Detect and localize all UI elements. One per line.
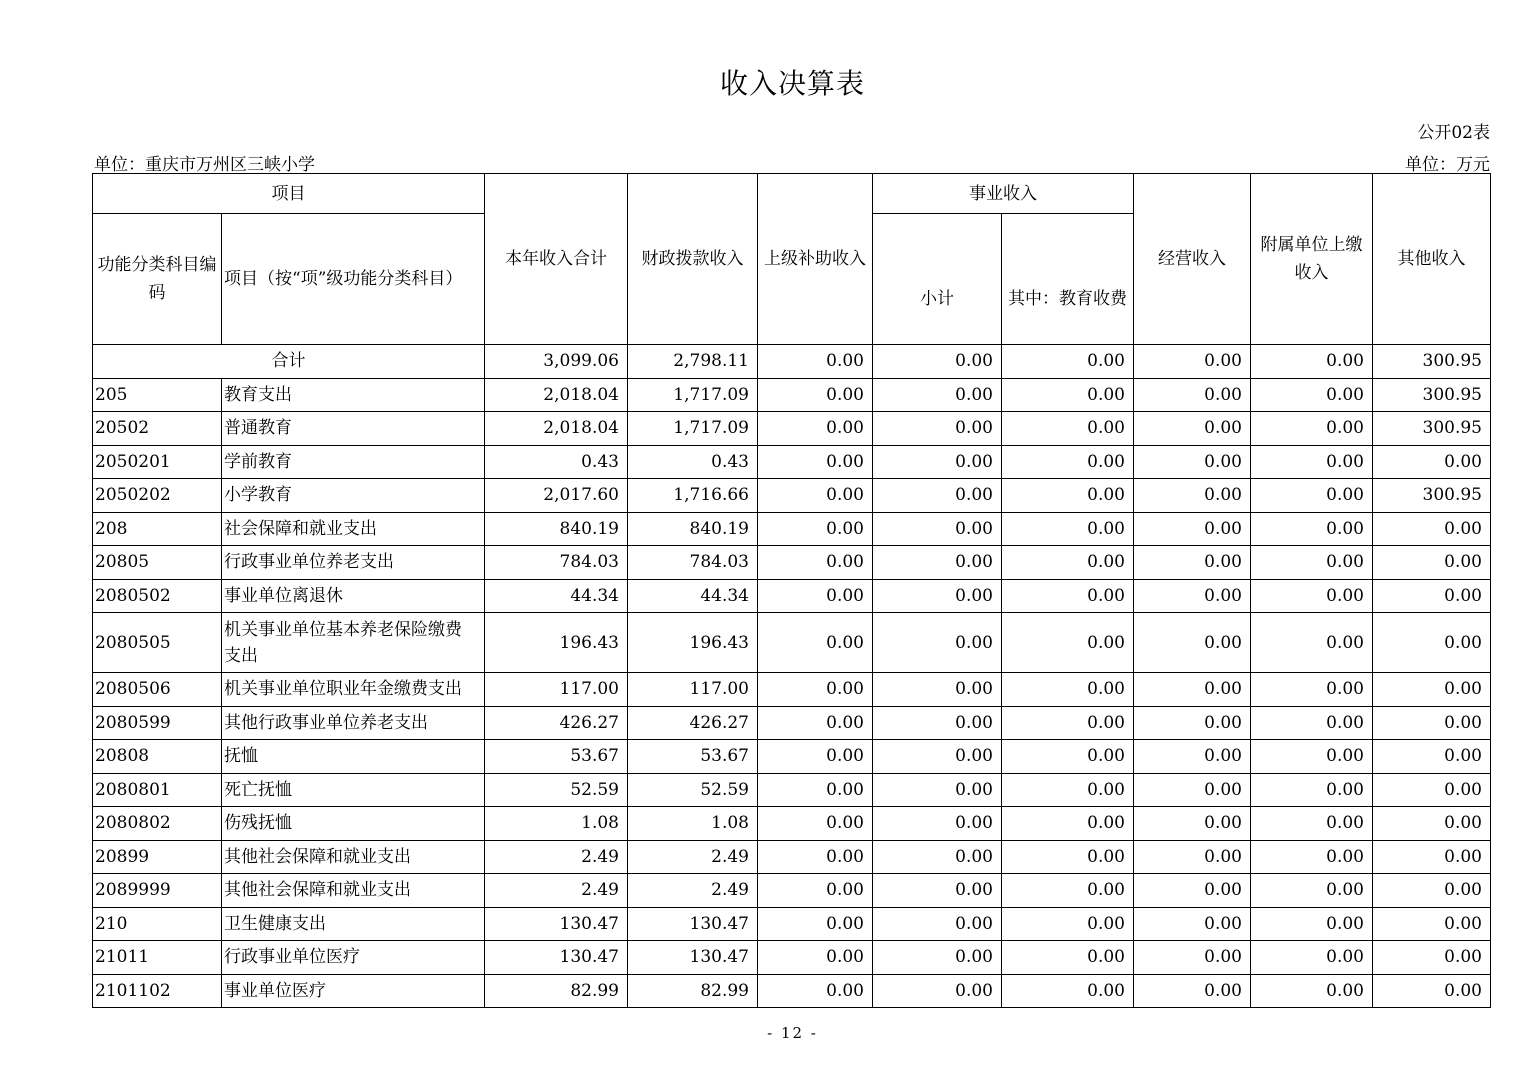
row-value: 0.00 [1002, 613, 1134, 673]
row-value: 0.00 [758, 613, 873, 673]
row-value: 0.00 [873, 773, 1002, 807]
row-value: 0.00 [1373, 907, 1491, 941]
row-value: 426.27 [485, 706, 628, 740]
total-cell: 0.00 [1134, 345, 1251, 379]
row-value: 0.00 [1251, 412, 1373, 446]
row-code: 20502 [93, 412, 222, 446]
row-name: 其他社会保障和就业支出 [222, 874, 485, 908]
row-value: 0.00 [1373, 512, 1491, 546]
header-total: 本年收入合计 [485, 174, 628, 345]
row-value: 0.00 [758, 378, 873, 412]
row-value: 0.00 [1002, 579, 1134, 613]
row-value: 0.00 [873, 512, 1002, 546]
table-row [93, 706, 1491, 740]
row-value: 1,716.66 [628, 479, 758, 513]
total-cell: 3,099.06 [485, 345, 628, 379]
row-value: 0.00 [1373, 673, 1491, 707]
row-name: 卫生健康支出 [222, 907, 485, 941]
row-value: 0.00 [1251, 874, 1373, 908]
row-value: 0.00 [1002, 740, 1134, 774]
table-row [93, 874, 1491, 908]
row-value: 0.00 [1251, 740, 1373, 774]
header-operating: 经营收入 [1134, 174, 1251, 345]
row-value: 0.00 [758, 546, 873, 580]
row-value: 0.00 [1134, 807, 1251, 841]
row-name: 死亡抚恤 [222, 773, 485, 807]
table-row [93, 941, 1491, 975]
row-value: 0.00 [873, 974, 1002, 1008]
row-value: 0.00 [873, 907, 1002, 941]
row-name: 教育支出 [222, 378, 485, 412]
row-name: 抚恤 [222, 740, 485, 774]
row-name: 其他行政事业单位养老支出 [222, 706, 485, 740]
row-value: 0.00 [1373, 613, 1491, 673]
row-code: 2101102 [93, 974, 222, 1008]
row-value: 0.43 [485, 445, 628, 479]
row-code: 20808 [93, 740, 222, 774]
row-value: 130.47 [628, 907, 758, 941]
row-value: 0.00 [1134, 907, 1251, 941]
row-value: 0.00 [873, 378, 1002, 412]
row-value: 0.00 [758, 412, 873, 446]
row-value: 0.00 [1251, 840, 1373, 874]
row-value: 130.47 [485, 907, 628, 941]
row-value: 0.00 [873, 479, 1002, 513]
row-value: 0.00 [1373, 941, 1491, 975]
row-code: 208 [93, 512, 222, 546]
row-value: 117.00 [628, 673, 758, 707]
row-value: 0.00 [758, 907, 873, 941]
row-name: 机关事业单位基本养老保险缴费支出 [222, 613, 485, 673]
row-value: 0.00 [1251, 706, 1373, 740]
row-value: 0.00 [1134, 840, 1251, 874]
row-value: 0.00 [1134, 512, 1251, 546]
row-value: 0.00 [1002, 907, 1134, 941]
row-name: 学前教育 [222, 445, 485, 479]
row-value: 0.00 [1002, 874, 1134, 908]
row-value: 196.43 [628, 613, 758, 673]
row-value: 0.00 [873, 740, 1002, 774]
row-value: 0.00 [1002, 807, 1134, 841]
row-value: 784.03 [485, 546, 628, 580]
total-cell: 300.95 [1373, 345, 1491, 379]
row-name: 普通教育 [222, 412, 485, 446]
row-value: 2,018.04 [485, 412, 628, 446]
row-name: 行政事业单位医疗 [222, 941, 485, 975]
row-name: 行政事业单位养老支出 [222, 546, 485, 580]
row-value: 0.00 [1134, 445, 1251, 479]
row-code: 2089999 [93, 874, 222, 908]
row-value: 0.00 [873, 546, 1002, 580]
row-value: 0.00 [1134, 974, 1251, 1008]
row-value: 840.19 [485, 512, 628, 546]
table-row [93, 673, 1491, 707]
row-value: 0.00 [873, 706, 1002, 740]
row-value: 0.00 [873, 445, 1002, 479]
income-table [92, 173, 1491, 1008]
row-value: 0.00 [873, 840, 1002, 874]
row-code: 205 [93, 378, 222, 412]
row-value: 300.95 [1373, 412, 1491, 446]
table-row [93, 479, 1491, 513]
row-value: 0.00 [1251, 773, 1373, 807]
row-code: 20899 [93, 840, 222, 874]
header-education-fee: 其中：教育收费 [1002, 214, 1134, 345]
row-code: 2080801 [93, 773, 222, 807]
row-value: 0.00 [1373, 579, 1491, 613]
table-row [93, 378, 1491, 412]
row-value: 0.00 [873, 874, 1002, 908]
header-fiscal: 财政拨款收入 [628, 174, 758, 345]
row-value: 1,717.09 [628, 378, 758, 412]
unit-name: 单位：重庆市万州区三峡小学 [94, 155, 315, 175]
row-value: 0.00 [1373, 706, 1491, 740]
row-value: 0.00 [1251, 512, 1373, 546]
row-value: 0.00 [1002, 974, 1134, 1008]
row-name: 事业单位医疗 [222, 974, 485, 1008]
row-value: 0.00 [1373, 740, 1491, 774]
row-code: 2050202 [93, 479, 222, 513]
row-value: 2,017.60 [485, 479, 628, 513]
row-value: 82.99 [485, 974, 628, 1008]
row-value: 52.59 [485, 773, 628, 807]
row-value: 0.00 [1251, 579, 1373, 613]
page-number: - 12 - [767, 1024, 818, 1042]
row-value: 0.00 [758, 445, 873, 479]
total-cell: 0.00 [873, 345, 1002, 379]
row-value: 0.00 [1134, 874, 1251, 908]
row-value: 0.00 [873, 613, 1002, 673]
row-code: 210 [93, 907, 222, 941]
row-value: 0.00 [873, 673, 1002, 707]
total-cell: 0.00 [1251, 345, 1373, 379]
row-value: 0.00 [1002, 840, 1134, 874]
row-value: 0.00 [1251, 378, 1373, 412]
row-value: 0.00 [758, 479, 873, 513]
total-label: 合计 [93, 345, 485, 379]
row-value: 2.49 [485, 840, 628, 874]
row-value: 840.19 [628, 512, 758, 546]
table-row [93, 773, 1491, 807]
row-value: 0.00 [1373, 773, 1491, 807]
row-value: 0.00 [1002, 445, 1134, 479]
total-cell: 2,798.11 [628, 345, 758, 379]
row-value: 0.00 [1373, 874, 1491, 908]
row-value: 0.00 [1134, 579, 1251, 613]
row-value: 0.00 [873, 807, 1002, 841]
row-value: 0.00 [873, 412, 1002, 446]
row-value: 0.00 [1373, 546, 1491, 580]
row-value: 0.00 [758, 941, 873, 975]
row-value: 2.49 [485, 874, 628, 908]
table-row [93, 840, 1491, 874]
row-value: 784.03 [628, 546, 758, 580]
table-row [93, 412, 1491, 446]
row-value: 0.00 [873, 579, 1002, 613]
table-row [93, 974, 1491, 1008]
table-row [93, 907, 1491, 941]
row-name: 其他社会保障和就业支出 [222, 840, 485, 874]
row-value: 0.00 [1134, 613, 1251, 673]
row-value: 0.00 [1134, 546, 1251, 580]
row-value: 0.00 [1251, 479, 1373, 513]
row-value: 0.00 [1002, 941, 1134, 975]
row-value: 0.00 [1134, 740, 1251, 774]
row-value: 0.00 [1134, 479, 1251, 513]
form-number: 公开02表 [1417, 123, 1490, 143]
row-value: 0.00 [1251, 907, 1373, 941]
row-name: 社会保障和就业支出 [222, 512, 485, 546]
row-value: 0.00 [873, 941, 1002, 975]
row-value: 0.00 [1002, 673, 1134, 707]
table-row [93, 445, 1491, 479]
row-value: 0.00 [758, 773, 873, 807]
row-value: 53.67 [485, 740, 628, 774]
row-value: 0.00 [758, 974, 873, 1008]
row-value: 0.00 [1251, 974, 1373, 1008]
table-row [93, 512, 1491, 546]
row-value: 0.00 [1002, 479, 1134, 513]
row-value: 0.00 [1373, 840, 1491, 874]
total-cell: 0.00 [1002, 345, 1134, 379]
row-value: 130.47 [628, 941, 758, 975]
row-value: 0.00 [758, 706, 873, 740]
row-code: 2080506 [93, 673, 222, 707]
header-superior: 上级补助收入 [758, 174, 873, 345]
header-name: 项目（按“项”级功能分类科目） [222, 214, 485, 345]
row-value: 0.00 [758, 807, 873, 841]
row-name: 伤残抚恤 [222, 807, 485, 841]
row-code: 2050201 [93, 445, 222, 479]
row-value: 0.00 [1002, 546, 1134, 580]
row-value: 0.00 [1251, 807, 1373, 841]
row-code: 21011 [93, 941, 222, 975]
row-value: 82.99 [628, 974, 758, 1008]
row-value: 0.00 [758, 874, 873, 908]
row-value: 0.00 [1134, 773, 1251, 807]
header-subtotal: 小计 [873, 214, 1002, 345]
row-value: 0.00 [1002, 773, 1134, 807]
row-value: 300.95 [1373, 479, 1491, 513]
row-value: 0.43 [628, 445, 758, 479]
table-row [93, 613, 1491, 673]
row-value: 2.49 [628, 874, 758, 908]
row-value: 0.00 [758, 673, 873, 707]
row-value: 0.00 [1134, 673, 1251, 707]
row-code: 2080502 [93, 579, 222, 613]
row-value: 0.00 [758, 579, 873, 613]
row-value: 0.00 [1134, 941, 1251, 975]
row-code: 2080505 [93, 613, 222, 673]
row-value: 0.00 [758, 840, 873, 874]
row-value: 426.27 [628, 706, 758, 740]
table-row [93, 807, 1491, 841]
header-project: 项目 [93, 174, 485, 214]
row-value: 196.43 [485, 613, 628, 673]
row-value: 0.00 [1251, 673, 1373, 707]
row-value: 130.47 [485, 941, 628, 975]
row-value: 1.08 [485, 807, 628, 841]
row-value: 44.34 [628, 579, 758, 613]
row-value: 52.59 [628, 773, 758, 807]
row-value: 0.00 [1002, 512, 1134, 546]
row-value: 117.00 [485, 673, 628, 707]
row-value: 0.00 [1373, 445, 1491, 479]
unit-currency: 单位：万元 [1405, 155, 1490, 175]
row-value: 0.00 [1251, 941, 1373, 975]
row-value: 0.00 [1373, 974, 1491, 1008]
row-value: 0.00 [1002, 706, 1134, 740]
header-affiliate: 附属单位上缴收入 [1251, 174, 1373, 345]
row-value: 1,717.09 [628, 412, 758, 446]
row-value: 0.00 [758, 512, 873, 546]
row-value: 0.00 [1251, 613, 1373, 673]
row-value: 0.00 [758, 740, 873, 774]
row-value: 2,018.04 [485, 378, 628, 412]
row-value: 0.00 [1002, 412, 1134, 446]
header-business-group: 事业收入 [873, 174, 1134, 214]
row-value: 1.08 [628, 807, 758, 841]
row-value: 53.67 [628, 740, 758, 774]
row-value: 0.00 [1251, 546, 1373, 580]
row-value: 0.00 [1134, 706, 1251, 740]
row-value: 0.00 [1251, 445, 1373, 479]
table-row [93, 740, 1491, 774]
header-other: 其他收入 [1373, 174, 1491, 345]
row-value: 0.00 [1134, 378, 1251, 412]
header-code: 功能分类科目编码 [93, 214, 222, 345]
row-name: 小学教育 [222, 479, 485, 513]
row-name: 事业单位离退休 [222, 579, 485, 613]
total-cell: 0.00 [758, 345, 873, 379]
page-title: 收入决算表 [719, 67, 865, 100]
row-code: 2080802 [93, 807, 222, 841]
row-value: 300.95 [1373, 378, 1491, 412]
row-code: 2080599 [93, 706, 222, 740]
row-name: 机关事业单位职业年金缴费支出 [222, 673, 485, 707]
table-row [93, 579, 1491, 613]
row-value: 0.00 [1002, 378, 1134, 412]
row-value: 44.34 [485, 579, 628, 613]
row-code: 20805 [93, 546, 222, 580]
table-row [93, 546, 1491, 580]
row-value: 0.00 [1373, 807, 1491, 841]
row-value: 2.49 [628, 840, 758, 874]
row-value: 0.00 [1134, 412, 1251, 446]
total-row [93, 345, 1491, 379]
